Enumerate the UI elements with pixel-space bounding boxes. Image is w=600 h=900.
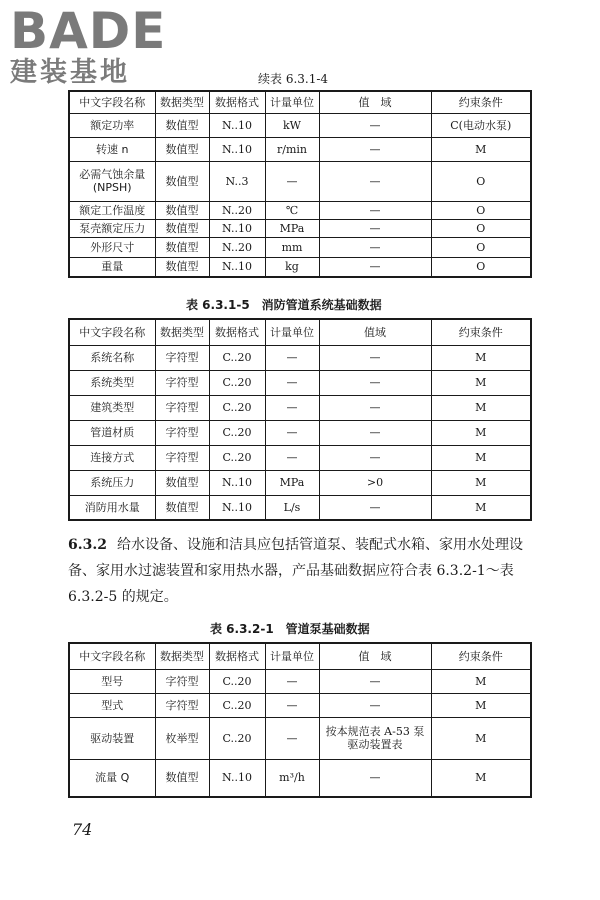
- column-header: 计量单位: [265, 319, 319, 345]
- table-cell: 必需气蚀余量 (NPSH): [69, 161, 155, 201]
- table-cell: N..10: [209, 137, 265, 161]
- table-row: [69, 113, 531, 137]
- table-cell: —: [319, 759, 431, 797]
- table-cell: O: [431, 161, 531, 201]
- header-row: [69, 91, 531, 113]
- table-row: [69, 495, 531, 520]
- table-cell: —: [319, 395, 431, 420]
- table-cell: —: [319, 161, 431, 201]
- table-cell: —: [319, 370, 431, 395]
- table-cell: —: [265, 445, 319, 470]
- column-header: 中文字段名称: [69, 91, 155, 113]
- table-cell: —: [319, 345, 431, 370]
- table-cell: M: [431, 345, 531, 370]
- table-cell: >0: [319, 470, 431, 495]
- table-cell: O: [431, 237, 531, 257]
- table-cell: —: [265, 669, 319, 693]
- table-fire-pipe-system: [68, 318, 532, 521]
- table-row: [69, 693, 531, 717]
- table-cell: —: [265, 345, 319, 370]
- table-cell: 额定功率: [69, 113, 155, 137]
- table-cell: —: [319, 257, 431, 277]
- table-cell: C..20: [209, 669, 265, 693]
- logo-brand: BADE: [10, 2, 167, 60]
- table-cell: L/s: [265, 495, 319, 520]
- table-cell: N..10: [209, 113, 265, 137]
- table-pump-continued: [68, 90, 532, 278]
- column-header: 计量单位: [265, 91, 319, 113]
- table-cell: —: [319, 219, 431, 237]
- table-cell: 驱动装置: [69, 717, 155, 759]
- table-cell: —: [265, 693, 319, 717]
- table-cell: mm: [265, 237, 319, 257]
- table-row: [69, 161, 531, 201]
- table-cell: —: [265, 420, 319, 445]
- table-cell: M: [431, 395, 531, 420]
- table-cell: 型号: [69, 669, 155, 693]
- table-cell: 字符型: [155, 370, 209, 395]
- table-cell: 字符型: [155, 420, 209, 445]
- column-header: 值 域: [319, 91, 431, 113]
- header-row: [69, 319, 531, 345]
- clause-paragraph: [68, 532, 538, 610]
- table-row: [69, 370, 531, 395]
- table-cell: kW: [265, 113, 319, 137]
- column-header: 约束条件: [431, 319, 531, 345]
- table-cell: C..20: [209, 370, 265, 395]
- table-cell: M: [431, 495, 531, 520]
- table-cell: M: [431, 445, 531, 470]
- logo-subtitle: 建装基地: [10, 57, 130, 88]
- table-cell: M: [431, 717, 531, 759]
- clause-number: 6.3.2: [68, 537, 107, 553]
- table-cell: C..20: [209, 345, 265, 370]
- table-cell: 字符型: [155, 345, 209, 370]
- table-row: [69, 420, 531, 445]
- table-cell: M: [431, 470, 531, 495]
- table-cell: 数值型: [155, 201, 209, 219]
- column-header: 数据类型: [155, 319, 209, 345]
- table-row: [69, 717, 531, 759]
- table2-caption: 表 6.3.1-5 消防管道系统基础数据: [186, 298, 382, 312]
- table-cell: N..20: [209, 201, 265, 219]
- table-cell: 数值型: [155, 219, 209, 237]
- table-cell: 数值型: [155, 113, 209, 137]
- table-cell: 管道材质: [69, 420, 155, 445]
- table-cell: O: [431, 201, 531, 219]
- column-header: 计量单位: [265, 643, 319, 669]
- table-cell: —: [319, 445, 431, 470]
- table-cell: 流量 Q: [69, 759, 155, 797]
- table-cell: —: [319, 420, 431, 445]
- table-cell: N..3: [209, 161, 265, 201]
- logo: [10, 4, 180, 86]
- table-cell: 转速 n: [69, 137, 155, 161]
- table-cell: —: [265, 395, 319, 420]
- table-row: [69, 237, 531, 257]
- table-cell: 系统类型: [69, 370, 155, 395]
- table-cell: 字符型: [155, 395, 209, 420]
- table-cell: C..20: [209, 395, 265, 420]
- column-header: 数据类型: [155, 643, 209, 669]
- table-cell: 字符型: [155, 693, 209, 717]
- table-cell: —: [265, 161, 319, 201]
- table-cell: —: [265, 717, 319, 759]
- table-cell: —: [319, 201, 431, 219]
- table3-caption: 表 6.3.2-1 管道泵基础数据: [210, 622, 370, 636]
- table-row: [69, 395, 531, 420]
- table-cell: r/min: [265, 137, 319, 161]
- table-row: [69, 201, 531, 219]
- table-cell: 字符型: [155, 669, 209, 693]
- table-cell: C..20: [209, 693, 265, 717]
- table-row: [69, 759, 531, 797]
- table-cell: C(电动水泵): [431, 113, 531, 137]
- table-row: [69, 669, 531, 693]
- table-cell: C..20: [209, 420, 265, 445]
- clause-text: 给水设备、设施和洁具应包括管道泵、装配式水箱、家用水处理设备、家用水过滤装置和家用热水器，产品基础数据应符合表 6.3.2-1～表 6.3.2-5 的规定。: [68, 537, 523, 605]
- table-cell: O: [431, 257, 531, 277]
- table-cell: C..20: [209, 445, 265, 470]
- column-header: 中文字段名称: [69, 319, 155, 345]
- page-number: 74: [72, 820, 93, 839]
- table-cell: N..10: [209, 495, 265, 520]
- table-cell: O: [431, 219, 531, 237]
- table-cell: N..20: [209, 237, 265, 257]
- table-cell: 额定工作温度: [69, 201, 155, 219]
- table-cell: M: [431, 669, 531, 693]
- table-cell: 型式: [69, 693, 155, 717]
- table-cell: 数值型: [155, 470, 209, 495]
- table-cell: 重量: [69, 257, 155, 277]
- table-cell: —: [319, 495, 431, 520]
- table-row: [69, 219, 531, 237]
- table-cell: —: [319, 137, 431, 161]
- table-cell: —: [319, 669, 431, 693]
- table-cell: M: [431, 693, 531, 717]
- table-pipeline-pump: [68, 642, 532, 798]
- table-cell: m³/h: [265, 759, 319, 797]
- table-cell: N..10: [209, 257, 265, 277]
- table-row: [69, 137, 531, 161]
- table-cell: 数值型: [155, 237, 209, 257]
- table-cell: MPa: [265, 470, 319, 495]
- column-header: 数据格式: [209, 643, 265, 669]
- table-cell: M: [431, 420, 531, 445]
- column-header: 值域: [319, 319, 431, 345]
- column-header: 数据格式: [209, 91, 265, 113]
- table-cell: 泵壳额定压力: [69, 219, 155, 237]
- table-cell: —: [265, 370, 319, 395]
- table-cell: 系统压力: [69, 470, 155, 495]
- table-cell: N..10: [209, 759, 265, 797]
- table-cell: M: [431, 759, 531, 797]
- table-cell: N..10: [209, 470, 265, 495]
- table-row: [69, 257, 531, 277]
- table-cell: 连接方式: [69, 445, 155, 470]
- column-header: 中文字段名称: [69, 643, 155, 669]
- table-cell: M: [431, 137, 531, 161]
- header-row: [69, 643, 531, 669]
- table-cell: kg: [265, 257, 319, 277]
- column-header: 数据格式: [209, 319, 265, 345]
- column-header: 约束条件: [431, 91, 531, 113]
- table-cell: ℃: [265, 201, 319, 219]
- table-cell: 数值型: [155, 257, 209, 277]
- table-cell: 数值型: [155, 495, 209, 520]
- column-header: 值 域: [319, 643, 431, 669]
- table-row: [69, 470, 531, 495]
- table-cell: N..10: [209, 219, 265, 237]
- table-cell: 建筑类型: [69, 395, 155, 420]
- table-cell: —: [319, 113, 431, 137]
- table-cell: 按本规范表 A-53 泵驱动装置表: [319, 717, 431, 759]
- table-cell: C..20: [209, 717, 265, 759]
- table-cell: 枚举型: [155, 717, 209, 759]
- table-cell: 消防用水量: [69, 495, 155, 520]
- table-cell: MPa: [265, 219, 319, 237]
- table-cell: 数值型: [155, 759, 209, 797]
- table-cell: 数值型: [155, 161, 209, 201]
- table-cell: —: [319, 237, 431, 257]
- column-header: 约束条件: [431, 643, 531, 669]
- table-cell: —: [319, 693, 431, 717]
- table-row: [69, 345, 531, 370]
- table-row: [69, 445, 531, 470]
- table-cell: 外形尺寸: [69, 237, 155, 257]
- table-cell: M: [431, 370, 531, 395]
- table-cell: 字符型: [155, 445, 209, 470]
- table-cell: 系统名称: [69, 345, 155, 370]
- table1-caption: 续表 6.3.1-4: [258, 72, 329, 86]
- column-header: 数据类型: [155, 91, 209, 113]
- table-cell: 数值型: [155, 137, 209, 161]
